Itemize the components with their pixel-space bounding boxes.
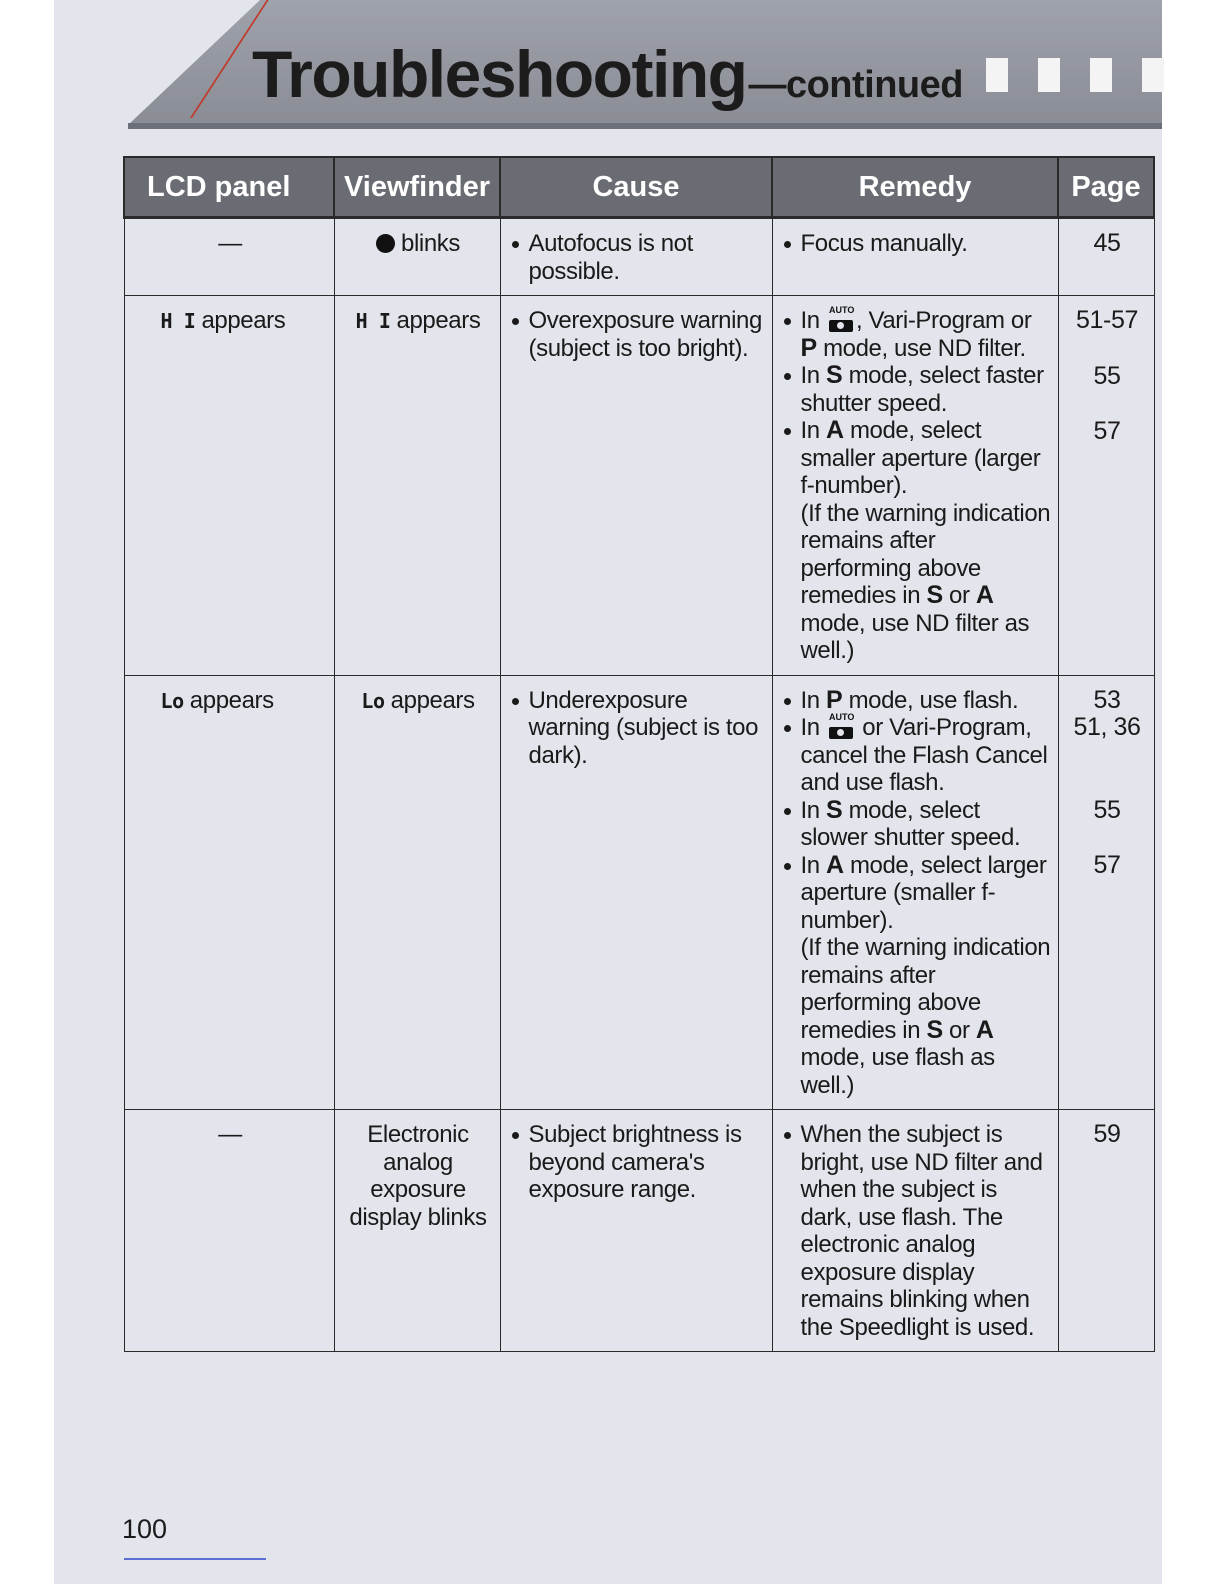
- viewfinder-text: appears: [396, 307, 481, 334]
- viewfinder-cell: [334, 296, 500, 676]
- viewfinder-symbol: Lo: [361, 688, 385, 713]
- marker-square: [986, 58, 1008, 92]
- viewfinder-symbol: H I: [355, 309, 391, 333]
- viewfinder-cell: [334, 675, 500, 1110]
- page-cell: [1058, 218, 1154, 296]
- remedy-cell: [772, 675, 1058, 1110]
- title-continued: —continued: [748, 64, 963, 106]
- table-header-row: [124, 157, 1154, 218]
- cause-cell: [500, 218, 772, 296]
- remedy-item: In S mode, select slower shutter speed.: [781, 797, 1052, 852]
- remedy-item: In S mode, select faster shutter speed.: [781, 362, 1052, 417]
- viewfinder-cell: [334, 1110, 500, 1352]
- troubleshooting-table: [123, 156, 1155, 1352]
- remedy-cell: [772, 218, 1058, 296]
- lcd-cell: [124, 675, 334, 1110]
- page-cell: [1058, 1110, 1154, 1352]
- remedy-item: In P mode, use flash.: [781, 687, 1052, 715]
- col-header-viewfinder: Viewfinder: [334, 157, 500, 218]
- cause-cell: [500, 296, 772, 676]
- lcd-symbol: H I: [160, 309, 196, 333]
- cause-cell: [500, 1110, 772, 1352]
- table-row: [124, 296, 1154, 676]
- remedy-item: When the subject is bright, use ND filter and when the subject is dark, use flash. The electronic analog exposure display remains blinking when the Speedlight is used.: [781, 1121, 1052, 1341]
- page-ref: 57: [1093, 417, 1121, 445]
- cause-text: Overexposure warning (subject is too bright).: [509, 307, 766, 362]
- viewfinder-text: blinks: [401, 230, 460, 257]
- remedy-cell: [772, 296, 1058, 676]
- footer-rule: [124, 1558, 266, 1560]
- lcd-cell: [124, 218, 334, 296]
- page-ref: 55: [1093, 361, 1121, 390]
- lcd-text: —: [218, 230, 242, 257]
- page-ref: 59: [1093, 1120, 1121, 1148]
- page-cell: [1058, 296, 1154, 676]
- marker-square: [1038, 58, 1060, 92]
- title-main: Troubleshooting: [252, 37, 747, 111]
- lcd-cell: [124, 1110, 334, 1352]
- page-cell: [1058, 675, 1154, 1110]
- remedy-note: (If the warning indication remains after performing above remedies in S or A mode, use flash as well.): [800, 934, 1051, 1099]
- remedy-cell: [772, 1110, 1058, 1352]
- col-header-cause: Cause: [500, 157, 772, 218]
- page-ref: 51-57: [1076, 306, 1138, 334]
- table-row: [124, 1110, 1154, 1352]
- viewfinder-text: appears: [390, 686, 475, 714]
- page-title: [252, 36, 963, 116]
- col-header-page: Page: [1058, 157, 1154, 218]
- remedy-item: In A mode, select larger aperture (smaller f-number).: [781, 852, 1052, 935]
- cause-text: Subject brightness is beyond camera's exposure range.: [509, 1121, 766, 1204]
- banner-underline: [128, 123, 1162, 129]
- col-header-remedy: Remedy: [772, 157, 1058, 218]
- lcd-text: appears: [189, 686, 274, 714]
- lcd-text: appears: [201, 307, 286, 334]
- page-ref: 51, 36: [1073, 713, 1141, 741]
- marker-square: [1090, 58, 1112, 92]
- remedy-item: Focus manually.: [781, 230, 1052, 258]
- viewfinder-cell: [334, 218, 500, 296]
- cause-text: Autofocus is not possible.: [509, 230, 766, 285]
- lcd-symbol: Lo: [160, 688, 184, 713]
- page-ref: 57: [1093, 851, 1121, 879]
- viewfinder-text: Electronic analog exposure display blinks: [349, 1121, 487, 1231]
- focus-indicator-dot-icon: [376, 234, 395, 253]
- remedy-item: In AUTO , Vari-Program or P mode, use ND filter.: [781, 307, 1052, 362]
- remedy-item: In A mode, select smaller aperture (larger f-number).: [781, 417, 1052, 500]
- page-ref: 53: [1093, 685, 1121, 714]
- table-row: [124, 218, 1154, 296]
- page-number: 100: [122, 1514, 168, 1544]
- auto-mode-camera-icon: AUTO: [828, 715, 854, 739]
- table-row: [124, 675, 1154, 1110]
- marker-square: [1142, 58, 1164, 92]
- col-header-lcd-panel: LCD panel: [124, 157, 334, 218]
- cause-cell: [500, 675, 772, 1110]
- remedy-item: In AUTO or Vari-Program, cancel the Flash Cancel and use flash.: [781, 714, 1052, 797]
- section-marker-squares: [986, 58, 1164, 92]
- cause-text: Underexposure warning (subject is too dark).: [509, 687, 766, 770]
- page-ref: 55: [1093, 795, 1121, 824]
- remedy-note: (If the warning indication remains after performing above remedies in S or A mode, use ND filter as well.): [800, 499, 1051, 664]
- page-ref: 45: [1093, 229, 1121, 257]
- auto-mode-camera-icon: AUTO: [828, 308, 854, 332]
- lcd-text: —: [218, 1121, 242, 1148]
- lcd-cell: [124, 296, 334, 676]
